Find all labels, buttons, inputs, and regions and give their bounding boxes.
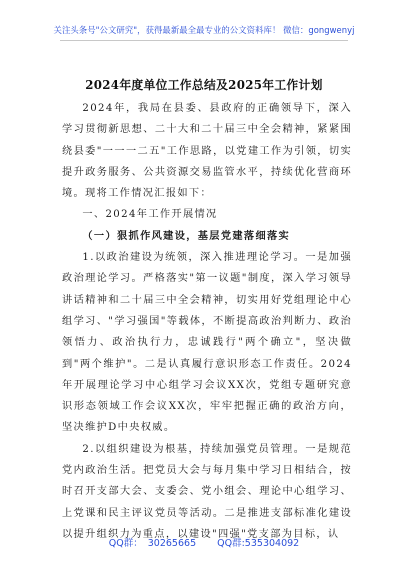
body-paragraph-2: 2.以组织建设为根基，持续加强党员管理。一是规范党内政治生活。把党员大会与每月集中学习日相结合，按时召开支部大会、支委会、党小组会、理论中心组学习、上党课和民主评议党员等活动。二是推进支部标准化建设以提升组织力为重点，以建设"四强"党支部为目标，认 bbox=[62, 443, 352, 540]
qq-group-1: QQ群： 30265665 bbox=[108, 538, 197, 549]
header-banner: 关注头条号"公文研究"，获得最新最全最专业的公文资料库！ 微信：gongwenyj bbox=[53, 25, 355, 35]
page-title: 2024年度单位工作总结及2025年工作计划 bbox=[85, 78, 323, 92]
subsection-heading-1: （一）狠抓作风建设，基层党建落细落实 bbox=[82, 229, 291, 242]
footer-contact bbox=[0, 535, 408, 549]
section-heading-1: 一、2024年工作开展情况 bbox=[82, 209, 218, 221]
document-body bbox=[62, 98, 352, 545]
body-paragraph-1: 1.以政治建设为统领，深入推进理论学习。一是加强政治理论学习。严格落实"第一议题"制度，深入学习领导讲话精神和二十届三中全会精神，切实用好党组理论中心组学习、"学习强国"等载体，不断提高政治判断力、政治领悟力、政治执行力，忠诚践行"两个确立"，坚决做到"两个维护"。二是认真履行意识形态工作责任。2024年开展理论学习中心组学习会议XX次，党组专题研究意识形态领域工作会议XX次，牢牢把握正确的政治方向，坚决维护D中央权威。 bbox=[62, 252, 352, 434]
header-divider bbox=[60, 40, 348, 41]
qq-group-2: QQ群:535304092 bbox=[217, 538, 300, 549]
intro-paragraph: 2024年，我局在县委、县政府的正确领导下，深入学习贯彻新思想、二十大和二十届三中全会精神，紧紧围绕县委"一一一二五"工作思路，以党建工作为引领，切实提升政务服务、公共资源交易监管水平，持续优化营商环境。现将工作情况汇报如下： bbox=[62, 103, 352, 200]
